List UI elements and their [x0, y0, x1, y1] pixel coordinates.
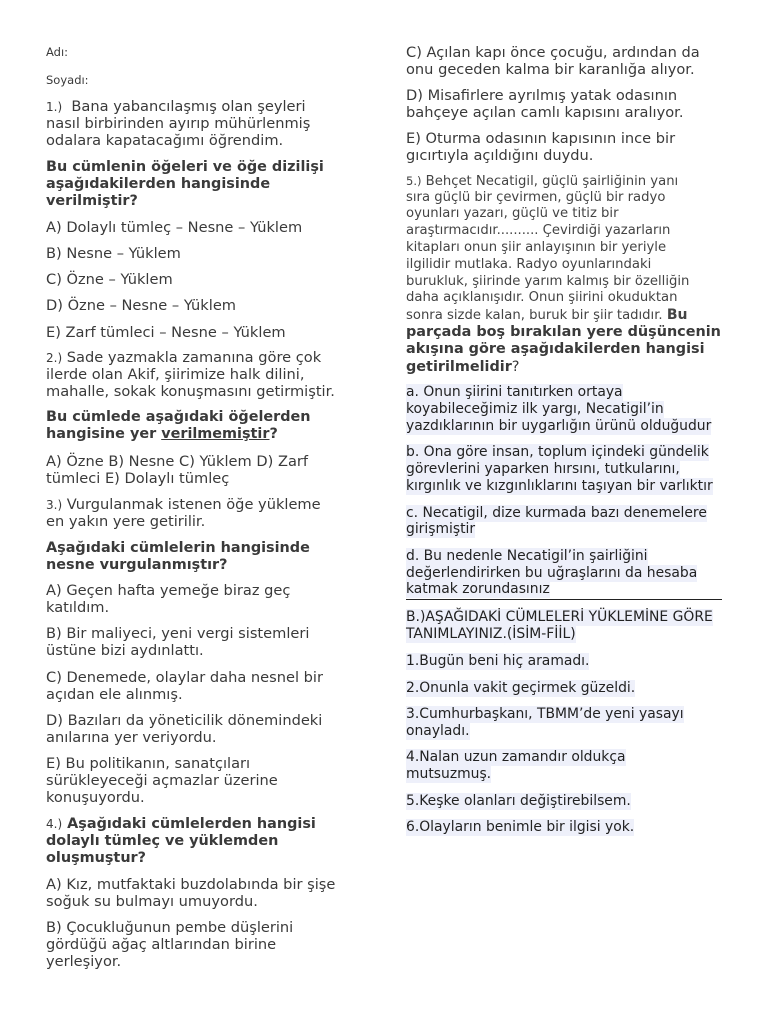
- q3-prompt-1: Aşağıdaki cümlelerin hangisinde: [46, 540, 310, 556]
- q2-options-2: tümleci E) Dolaylı tümleç: [46, 470, 230, 487]
- q5-option-a-1: a. Onun şiirini tanıtırken ortaya: [406, 384, 623, 400]
- q4-option-e-1: E) Oturma odasının kapısının ince bir: [406, 130, 676, 147]
- q1-line-2: nasıl birbirinden ayırıp mühürlenmiş: [46, 115, 311, 132]
- q3-number: 3.): [46, 498, 63, 512]
- q5-number: 5.): [406, 174, 422, 188]
- q5-option-d-3: katmak zorundasınız: [406, 581, 550, 597]
- section-b-item-2: 2.Onunla vakit geçirmek güzeldi.: [406, 680, 636, 696]
- name-label: Adı:: [46, 45, 69, 59]
- q4-option-b-2: gördüğü ağaç altlarından birine: [46, 936, 277, 953]
- q2-prompt-2: hangisine yer verilmemiştir?: [46, 426, 278, 442]
- q2-options-1: A) Özne B) Nesne C) Yüklem D) Zarf: [46, 453, 309, 470]
- q1-number: 1.): [46, 100, 63, 114]
- q1-prompt-3: verilmiştir?: [46, 193, 138, 209]
- q4-option-d-1: D) Misafirlere ayrılmış yatak odasının: [406, 87, 678, 104]
- section-b-item-5: 5.Keşke olanları değiştirebilsem.: [406, 793, 631, 809]
- q4-option-a-1: A) Kız, mutfaktaki buzdolabında bir şişe: [46, 876, 336, 893]
- q5-line-8: daha açıklanışıdır. Onun şiirini okuduktan: [406, 290, 678, 305]
- q2-line-1: 2.) Sade yazmakla zamanına göre çok: [46, 349, 322, 366]
- q4-option-c-1: C) Açılan kapı önce çocuğu, ardından da: [406, 44, 700, 61]
- section-b-item-3-1: 3.Cumhurbaşkanı, TBMM’de yeni yasayı: [406, 706, 684, 722]
- q5-line-9: sonra sizde kalan, buruk bir şiir tadıdır. Bu: [406, 307, 688, 323]
- q3-option-b-1: B) Bir maliyeci, yeni vergi sistemleri: [46, 625, 310, 642]
- q1-option-b: B) Nesne – Yüklem: [46, 245, 181, 262]
- section-b-item-3-2: onayladı.: [406, 723, 470, 739]
- q1-line-1: 1.) Bana yabancılaşmış olan şeyleri: [46, 98, 306, 115]
- q3-line-2: en yakın yere getirilir.: [46, 513, 206, 530]
- section-b-title-2: TANIMLAYINIZ.(İSİM-FİİL): [406, 626, 576, 642]
- q4-option-b-1: B) Çocukluğunun pembe düşlerini: [46, 919, 294, 936]
- q5-line-1: 5.) Behçet Necatigil, güçlü şairliğinin yanı: [406, 174, 679, 189]
- section-divider: [406, 599, 722, 600]
- q5-line-6: ilgilidir mutlaka. Radyo oyunlarındaki: [406, 257, 652, 272]
- q5-option-d-2: değerlendirirken bu uğraşlarını da hesaba: [406, 565, 698, 581]
- q5-line-2: sıra güçlü bir çevirmen, güçlü bir radyo: [406, 190, 666, 205]
- q4-option-c-2: onu geceden kalma bir karanlığa alıyor.: [406, 61, 695, 78]
- q2-underlined-word: verilmemiştir: [161, 426, 270, 442]
- q1-option-a: A) Dolaylı tümleç – Nesne – Yüklem: [46, 219, 303, 236]
- q5-option-c-1: c. Necatigil, dize kurmada bazı denemelere: [406, 505, 707, 521]
- q4-prompt-3: oluşmuştur?: [46, 850, 147, 866]
- q2-number: 2.): [46, 351, 63, 365]
- q3-option-a-1: A) Geçen hafta yemeğe biraz geç: [46, 582, 291, 599]
- section-b-item-1: 1.Bugün beni hiç aramadı.: [406, 653, 590, 669]
- q2-line-3: mahalle, sokak konuşmasını getirmiştir.: [46, 383, 335, 400]
- q5-option-c-2: girişmiştir: [406, 521, 476, 537]
- q4-number: 4.): [46, 817, 63, 831]
- section-b-item-4-1: 4.Nalan uzun zamandır oldukça: [406, 749, 626, 765]
- q4-prompt-1: 4.) Aşağıdaki cümlelerden hangisi: [46, 816, 316, 832]
- q1-line-3: odalara kapatacağımı öğrendim.: [46, 132, 284, 149]
- q5-prompt-2: akışına göre aşağıdakilerden hangisi: [406, 341, 705, 357]
- q3-option-e-1: E) Bu politikanın, sanatçıları: [46, 755, 251, 772]
- q3-option-c-1: C) Denemede, olaylar daha nesnel bir: [46, 669, 323, 686]
- q3-option-b-2: üstüne bizi aydınlattı.: [46, 642, 204, 659]
- q1-option-d: D) Özne – Nesne – Yüklem: [46, 297, 237, 314]
- q5-prompt-1: parçada boş bırakılan yere düşüncenin: [406, 324, 721, 340]
- q4-option-b-3: yerleşiyor.: [46, 953, 122, 970]
- section-b-item-4-2: mutsuzmuş.: [406, 766, 492, 782]
- q3-option-e-3: konuşuyordu.: [46, 789, 145, 806]
- q5-option-a-2: koyabileceğimiz ilk yargı, Necatigil’in: [406, 401, 664, 417]
- q4-option-e-2: gıcırtıyla açıldığını duydu.: [406, 147, 594, 164]
- q3-prompt-2: nesne vurgulanmıştır?: [46, 557, 228, 573]
- q3-option-e-2: sürükleyeceği açmazlar üzerine: [46, 772, 278, 789]
- q1-prompt-2: aşağıdakilerden hangisinde: [46, 176, 271, 192]
- q5-option-b-1: b. Ona göre insan, toplum içindeki gündelik: [406, 444, 709, 460]
- q5-option-b-3: kırgınlık ve kızgınlıklarını taşıyan bir varlıktır: [406, 478, 713, 494]
- q5-line-3: oyunları yazarı, güçlü ve titiz bir: [406, 206, 619, 221]
- q1-option-c: C) Özne – Yüklem: [46, 271, 173, 288]
- q2-prompt-1: Bu cümlede aşağıdaki öğelerden: [46, 409, 311, 425]
- q5-line-5: kitapları onun şiir anlayışının bir yeriyle: [406, 240, 667, 255]
- q5-option-d-1: d. Bu nedenle Necatigil’in şairliğini: [406, 548, 648, 564]
- q3-option-d-1: D) Bazıları da yöneticilik dönemindeki: [46, 712, 323, 729]
- q3-option-d-2: anılarına yer veriyordu.: [46, 729, 217, 746]
- q3-option-c-2: açıdan ele alınmış.: [46, 686, 183, 703]
- q5-line-4: araştırmacıdır.......... Çevirdiği yazarların: [406, 223, 671, 238]
- q4-option-d-2: bahçeye açılan camlı kapısını aralıyor.: [406, 104, 684, 121]
- q5-option-b-2: görevlerini yaparken hırsını, tutkularını,: [406, 461, 680, 477]
- q5-line-7: burukluk, şiirinde yarım kalmış bir özelliğin: [406, 274, 690, 289]
- section-b-item-6: 6.Olayların benimle bir ilgisi yok.: [406, 819, 635, 835]
- q5-option-a-3: yazdıklarının bir uygarlığın ürünü olduğudur: [406, 418, 712, 434]
- q5-prompt-3: getirilmelidir?: [406, 358, 520, 375]
- q4-option-a-2: soğuk su bulmayı umuyordu.: [46, 893, 258, 910]
- q2-line-2: ilerde olan Akif, şiirimize halk dilini,: [46, 366, 305, 383]
- surname-label: Soyadı:: [46, 73, 89, 87]
- q3-option-a-2: katıldım.: [46, 599, 110, 616]
- q1-option-e: E) Zarf tümleci – Nesne – Yüklem: [46, 324, 286, 341]
- section-b-title-1: B.)AŞAĞIDAKİ CÜMLELERİ YÜKLEMİNE GÖRE: [406, 609, 713, 625]
- q3-line-1: 3.) Vurgulanmak istenen öğe yükleme: [46, 496, 321, 513]
- q1-prompt-1: Bu cümlenin öğeleri ve öğe dizilişi: [46, 159, 324, 175]
- q4-prompt-2: dolaylı tümleç ve yüklemden: [46, 833, 279, 849]
